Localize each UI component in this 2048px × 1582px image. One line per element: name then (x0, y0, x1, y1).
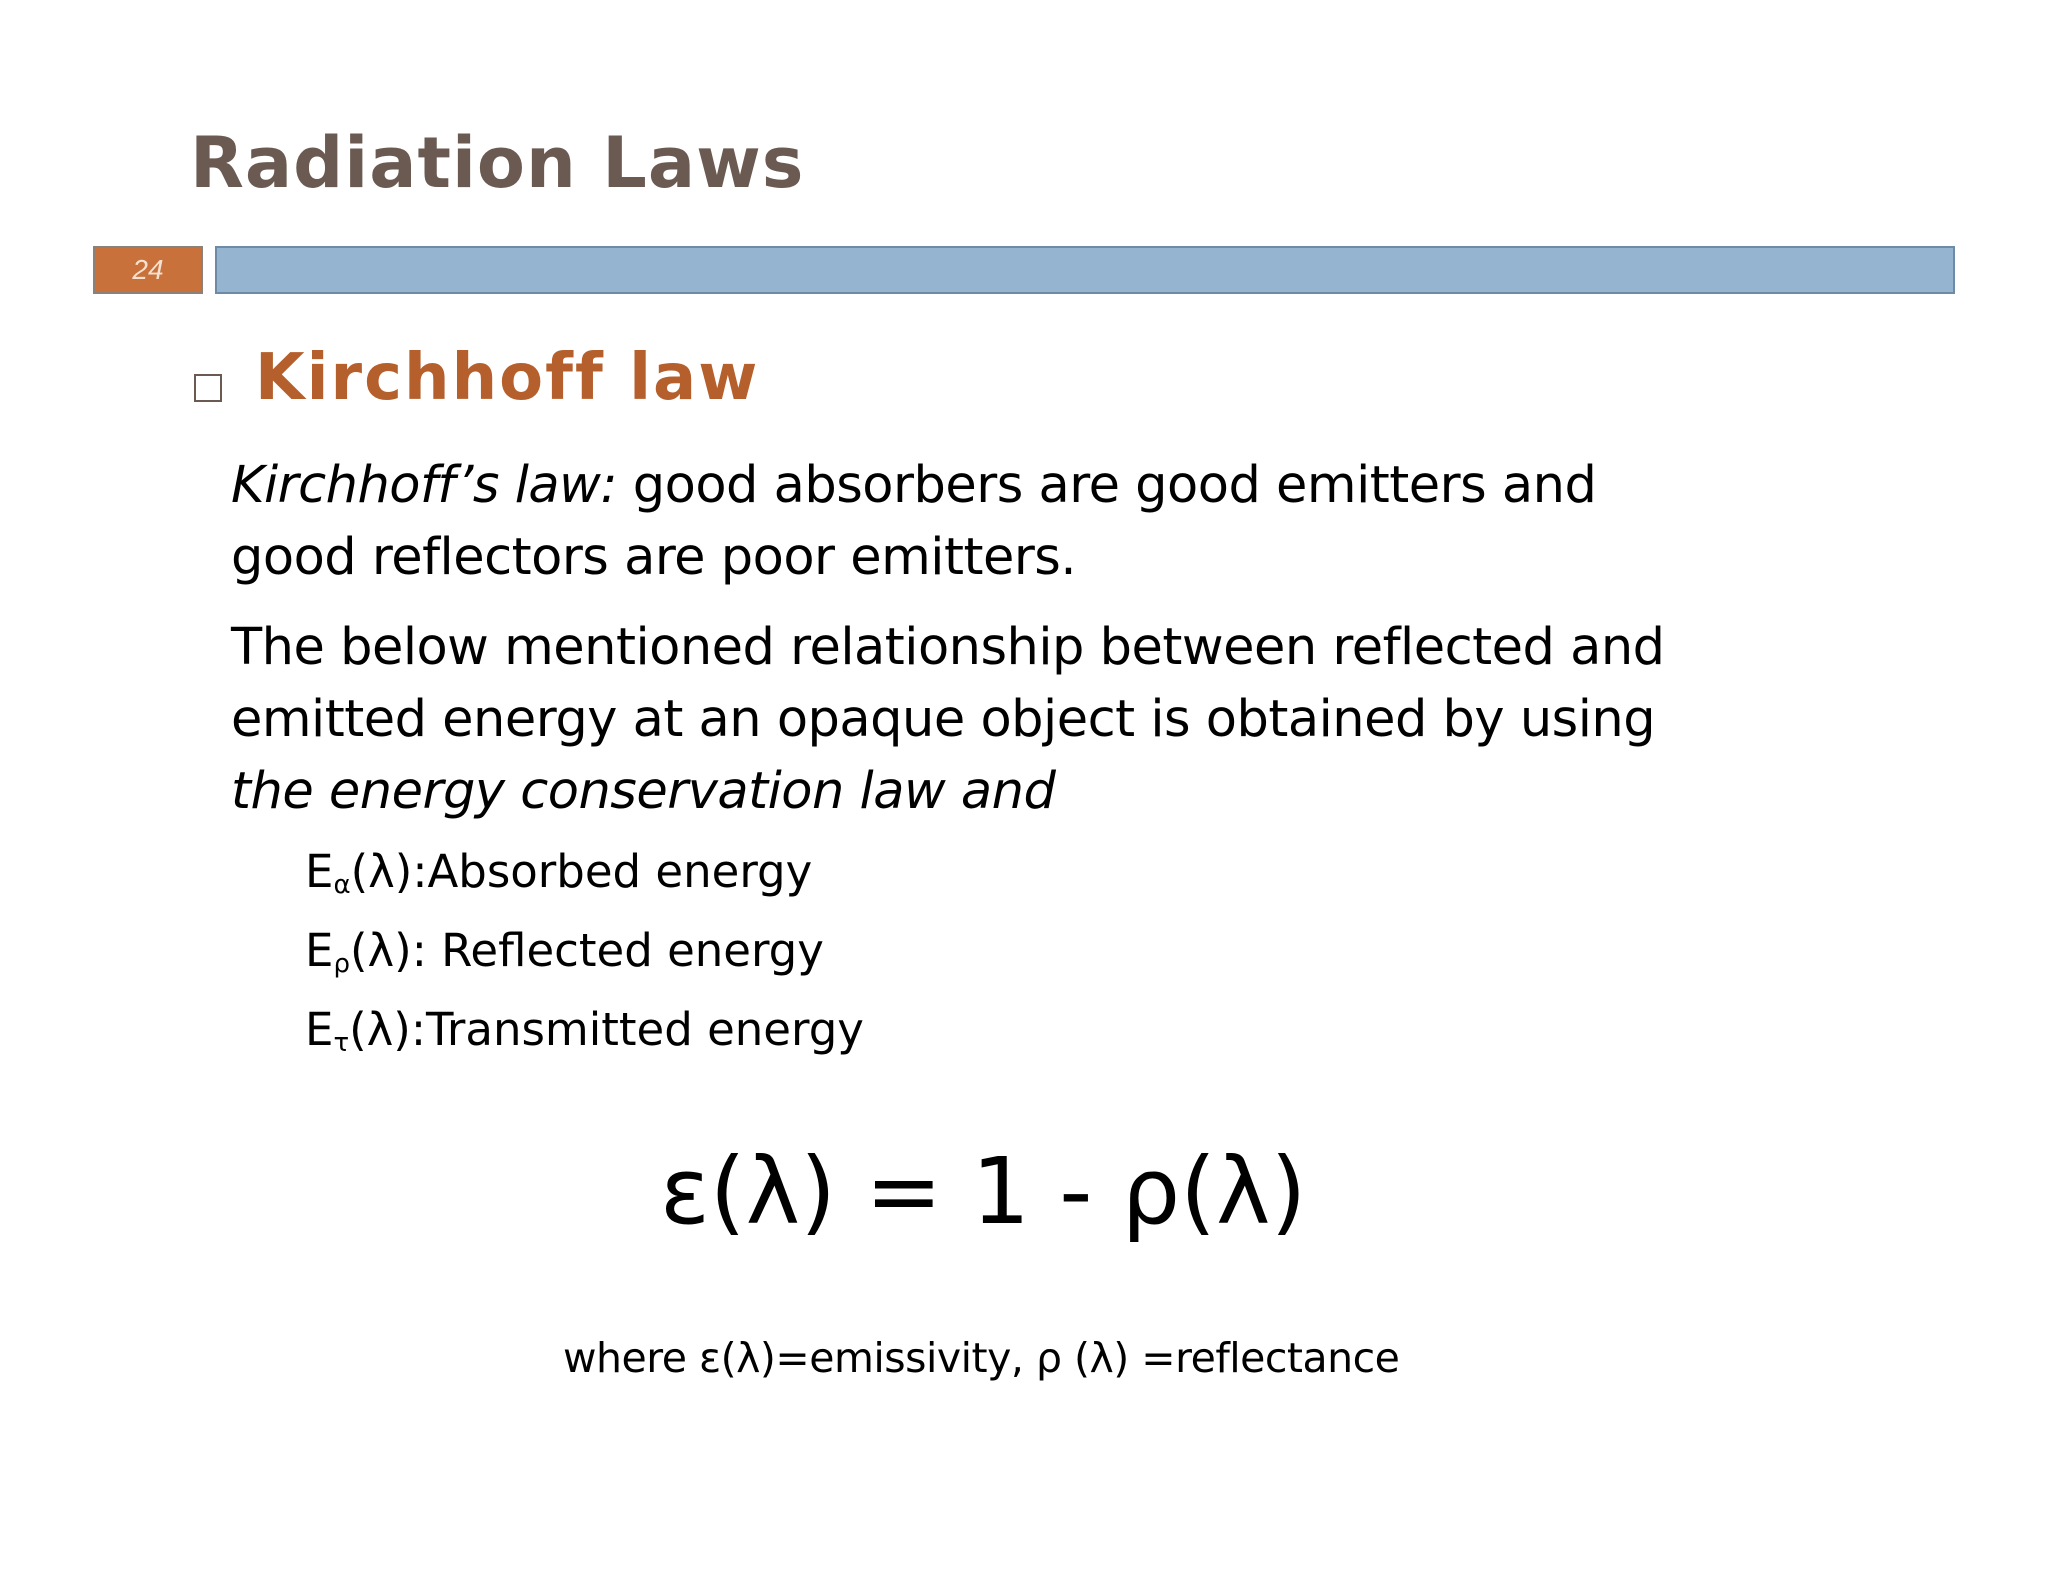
italic-lead: Kirchhoff’s law: (231, 456, 618, 515)
definition-text: (λ):Absorbed energy (350, 845, 813, 898)
definition-symbol: E (305, 1003, 334, 1056)
formula-legend: where ε(λ)=emissivity, ρ (λ) =reflectance (563, 1334, 1400, 1382)
paragraph-line: The below mentioned relationship between reflected and (231, 618, 1665, 677)
paragraph-text: good absorbers are good emitters and (617, 456, 1597, 515)
definition-absorbed-energy (305, 842, 864, 921)
definition-symbol: E (305, 924, 334, 977)
slide-title: Radiation Laws (190, 122, 805, 204)
definition-subscript: ρ (333, 949, 350, 979)
definition-reflected-energy (305, 921, 864, 1000)
section-heading: Kirchhoff law (255, 341, 760, 415)
paragraph-line: emitted energy at an opaque object is obtained by using (231, 690, 1656, 749)
energy-definitions-list (305, 842, 864, 1079)
hollow-square-bullet-icon (194, 374, 222, 402)
paragraph-kirchhoff-definition (231, 450, 1596, 594)
definition-subscript: α (333, 870, 351, 900)
definition-text: (λ): Reflected energy (349, 924, 824, 977)
kirchhoff-formula: ε(λ) = 1 - ρ(λ) (660, 1138, 1307, 1245)
title-underline-bar (215, 246, 1955, 294)
definition-symbol: E (305, 845, 334, 898)
paragraph-line-italic: the energy conservation law and (231, 762, 1056, 821)
paragraph-line (231, 450, 1596, 522)
definition-subscript: τ (333, 1028, 350, 1058)
definition-text: (λ):Transmitted energy (349, 1003, 864, 1056)
definition-transmitted-energy (305, 1000, 864, 1079)
paragraph-energy-conservation (231, 612, 1665, 828)
paragraph-line: good reflectors are poor emitters. (231, 528, 1077, 587)
page-number-badge: 24 (93, 246, 203, 294)
